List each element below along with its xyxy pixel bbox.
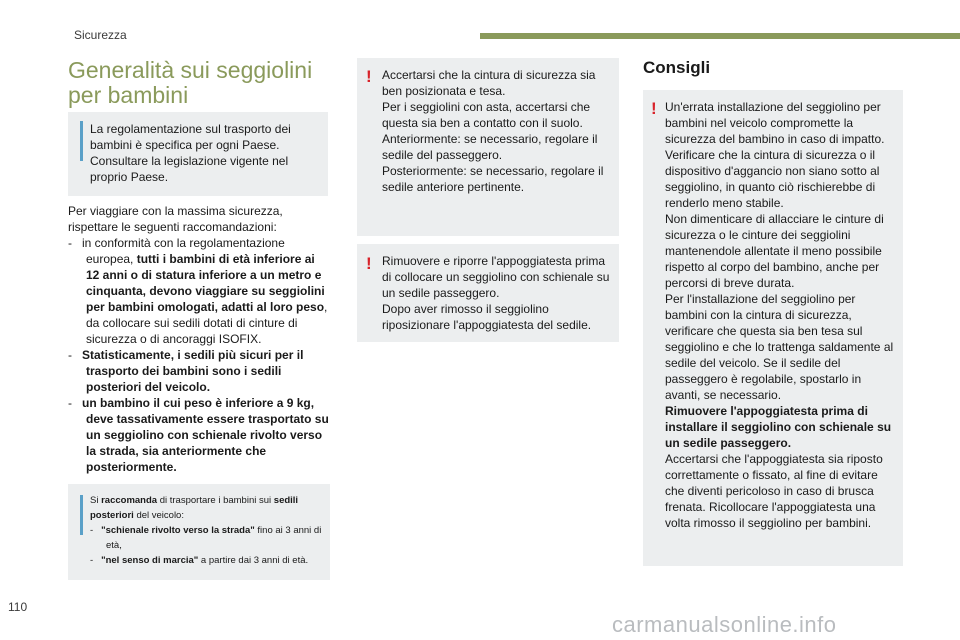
recommendation-item (68, 347, 330, 395)
item-text: fino ai 3 anni di età, (106, 525, 322, 551)
page-title-line2: per bambini (68, 82, 189, 108)
warning-paragraph: Posteriormente: se necessario, regolare il sedile anteriore pertinente. (382, 164, 604, 194)
warning-paragraph: Per i seggiolini con asta, accertarsi che questa sia ben a contatto con il suolo. (382, 100, 591, 130)
warning-exclamation-icon: ! (366, 254, 372, 273)
header-accent-bar (480, 33, 960, 39)
item-text: , da collocare sui sedili dotati di cinture di sicurezza o di ancoraggi ISOFIX. (86, 300, 328, 346)
item-bold-text: Statisticamente, i sedili più sicuri per il trasporto dei bambini sono i sedili posteriori del veicolo. (82, 348, 304, 394)
item-bold-text: "nel senso di marcia" (101, 555, 199, 566)
seatbelt-warning-text (382, 67, 614, 195)
warning-paragraph: Dopo aver rimosso il seggiolino riposizionare l'appoggiatesta del sedile. (382, 302, 592, 332)
page-number: 110 (8, 600, 28, 614)
item-dash: - (90, 555, 102, 566)
rear-seats-info-text (90, 493, 326, 568)
advice-paragraph: Accertarsi che l'appoggiatesta sia riposto correttamente o fissato, al fine di evitare che diventi pericoloso in caso di brusca frenata. Ricollocare l'appoggiatesta una volta rimosso il seggiolino per bambini. (665, 452, 883, 530)
item-text: - in conformità con la regolamentazione europea, (68, 236, 285, 266)
intro-line2: rispettare le seguenti raccomandazioni: (68, 220, 277, 234)
headrest-warning-text (382, 253, 614, 333)
item-dash: - (90, 525, 102, 536)
legislation-info-box (68, 112, 328, 196)
watermark: carmanualsonline.info (612, 612, 837, 637)
warning-paragraph: Anteriormente: se necessario, regolare il sedile del passeggero. (382, 132, 598, 162)
advice-paragraph: Un'errata installazione del seggiolino per bambini nel veicolo compromette la sicurezza del bambino in caso di impatto. (665, 100, 885, 146)
recommendation-item (68, 395, 330, 475)
advice-paragraph: Per l'installazione del seggiolino per bambini con la cintura di sicurezza, verificare che questa sia ben tesa sul seggiolino e che lo trattenga saldamente al sedile del veicolo. Se il sedile del passeggero è regolabile, spostarlo in avanti, se necessario. (665, 292, 894, 402)
seatbelt-warning-box (357, 58, 619, 236)
page-title (68, 58, 348, 108)
info-bar-icon (80, 495, 83, 535)
item-text: - (68, 396, 82, 410)
warning-exclamation-icon: ! (651, 99, 657, 118)
advice-bold-text: Rimuovere l'appoggiatesta prima di installare il seggiolino con schienale su un sedile passeggero. (665, 404, 892, 450)
page-title-line1: Generalità sui seggiolini (68, 57, 313, 83)
headrest-warning-box (357, 244, 619, 342)
box-text: di trasportare i bambini sui (157, 495, 274, 506)
info-bar-icon (80, 121, 83, 161)
item-text: - (68, 348, 82, 362)
advice-warning-box (643, 90, 903, 566)
item-bold-text: "schienale rivolto verso la strada" (101, 525, 255, 536)
intro-line1: Per viaggiare con la massima sicurezza, (68, 204, 283, 218)
section-label: Sicurezza (74, 28, 127, 42)
seat-orientation-item (90, 553, 326, 568)
box-bold-text: raccomanda (101, 495, 158, 506)
warning-exclamation-icon: ! (366, 67, 372, 86)
warning-paragraph: Accertarsi che la cintura di sicurezza sia ben posizionata e tesa. (382, 68, 596, 98)
rear-seats-info-box (68, 484, 330, 580)
item-bold-text: tutti i bambini di età inferiore ai 12 anni o di statura inferiore a un metro e cinquanta, devono viaggiare su seggiolini per bambini omologati, adatti al loro peso (86, 252, 325, 314)
box-text: del veicolo: (133, 510, 184, 521)
advice-paragraph: Verificare che la cintura di sicurezza o il dispositivo d'aggancio non siano sotto al seggiolino, in quanto ciò rischierebbe di renderlo meno stabile. (665, 148, 880, 210)
advice-warning-text (665, 99, 899, 531)
advice-paragraph-bold (665, 403, 899, 451)
seat-orientation-item (90, 523, 326, 553)
warning-paragraph: Rimuovere e riporre l'appoggiatesta prima di collocare un seggiolino con schienale su un sedile passeggero. (382, 254, 610, 300)
item-text: a partire dai 3 anni di età. (198, 555, 309, 566)
advice-paragraph: Non dimenticare di allacciare le cinture di sicurezza o le cinture dei seggiolini mantenendole allentate il meno possibile rispetto al corpo del bambino, anche per percorsi di breve durata. (665, 212, 884, 290)
recommendation-item (68, 235, 330, 347)
safety-recommendations (68, 203, 330, 475)
legislation-info-text: La regolamentazione sul trasporto dei bambini è specifica per ogni Paese. Consultare la legislazione vigente nel proprio Paese. (90, 122, 291, 184)
advice-heading: Consigli (643, 58, 711, 77)
box-text: Si (90, 495, 102, 506)
box-bold-text: sedili posteriori (90, 495, 299, 521)
item-bold-text: un bambino il cui peso è inferiore a 9 kg, deve tassativamente essere trasportato su un seggiolino con schienale rivolto verso la strada, sia anteriormente che posteriormente. (82, 396, 329, 474)
